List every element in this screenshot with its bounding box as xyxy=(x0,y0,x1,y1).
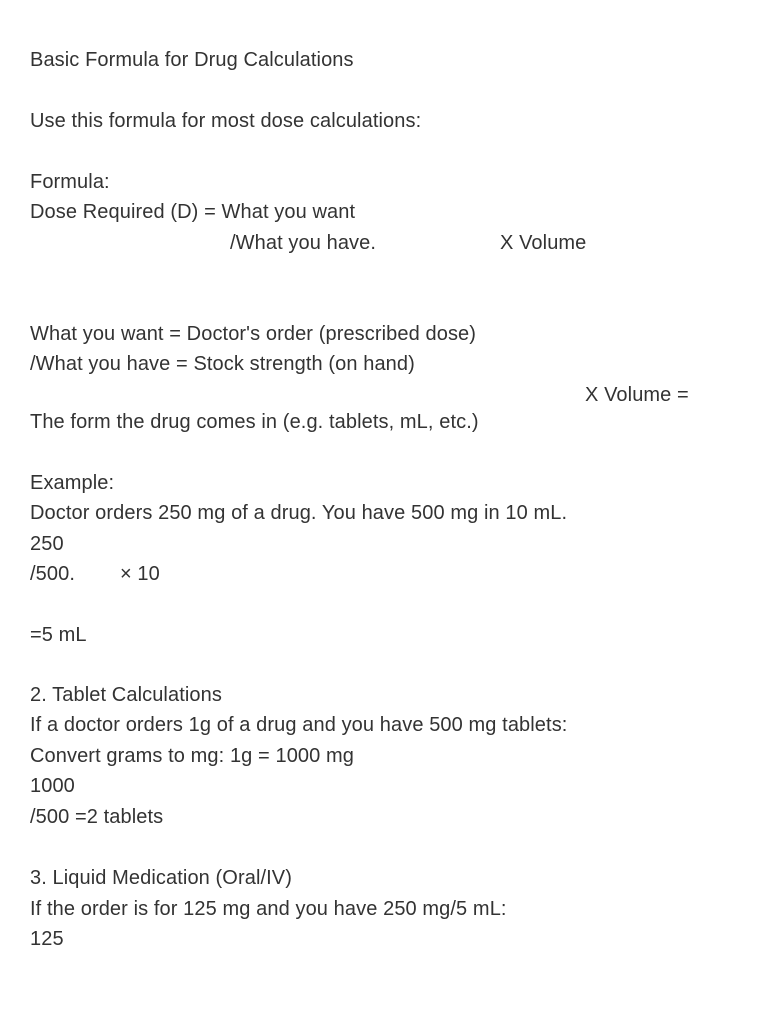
liquid-numerator: 125 xyxy=(30,928,64,950)
example-numerator: 250 xyxy=(30,533,64,555)
liquid-statement: If the order is for 125 mg and you have 250 mg/5 mL: xyxy=(30,898,507,920)
liquid-heading: 3. Liquid Medication (Oral/IV) xyxy=(30,867,293,889)
formula-heading: Formula: xyxy=(30,171,110,193)
example-statement: Doctor orders 250 mg of a drug. You have 500 mg in 10 mL. xyxy=(30,502,568,524)
tablet-result: /500 =2 tablets xyxy=(30,806,164,828)
example-denominator: /500. xyxy=(30,563,75,585)
formula-have: /What you have. xyxy=(230,232,377,254)
definition-volume-desc: The form the drug comes in (e.g. tablets, mL, etc.) xyxy=(30,411,479,433)
intro-text: Use this formula for most dose calculations: xyxy=(30,110,422,132)
definition-have: /What you have = Stock strength (on hand) xyxy=(30,353,415,375)
formula-volume: X Volume xyxy=(500,232,587,254)
example-heading: Example: xyxy=(30,472,115,494)
tablet-numerator: 1000 xyxy=(30,775,75,797)
example-result: =5 mL xyxy=(30,624,87,646)
example-multiplier: × 10 xyxy=(120,563,160,585)
note-title: Basic Formula for Drug Calculations xyxy=(30,49,354,71)
tablet-statement: If a doctor orders 1g of a drug and you have 500 mg tablets: xyxy=(30,714,568,736)
definition-volume-label: X Volume = xyxy=(585,384,689,406)
formula-line-1: Dose Required (D) = What you want xyxy=(30,201,356,223)
tablet-heading: 2. Tablet Calculations xyxy=(30,684,222,706)
tablet-convert: Convert grams to mg: 1g = 1000 mg xyxy=(30,745,355,767)
definition-want: What you want = Doctor's order (prescribed dose) xyxy=(30,323,477,345)
